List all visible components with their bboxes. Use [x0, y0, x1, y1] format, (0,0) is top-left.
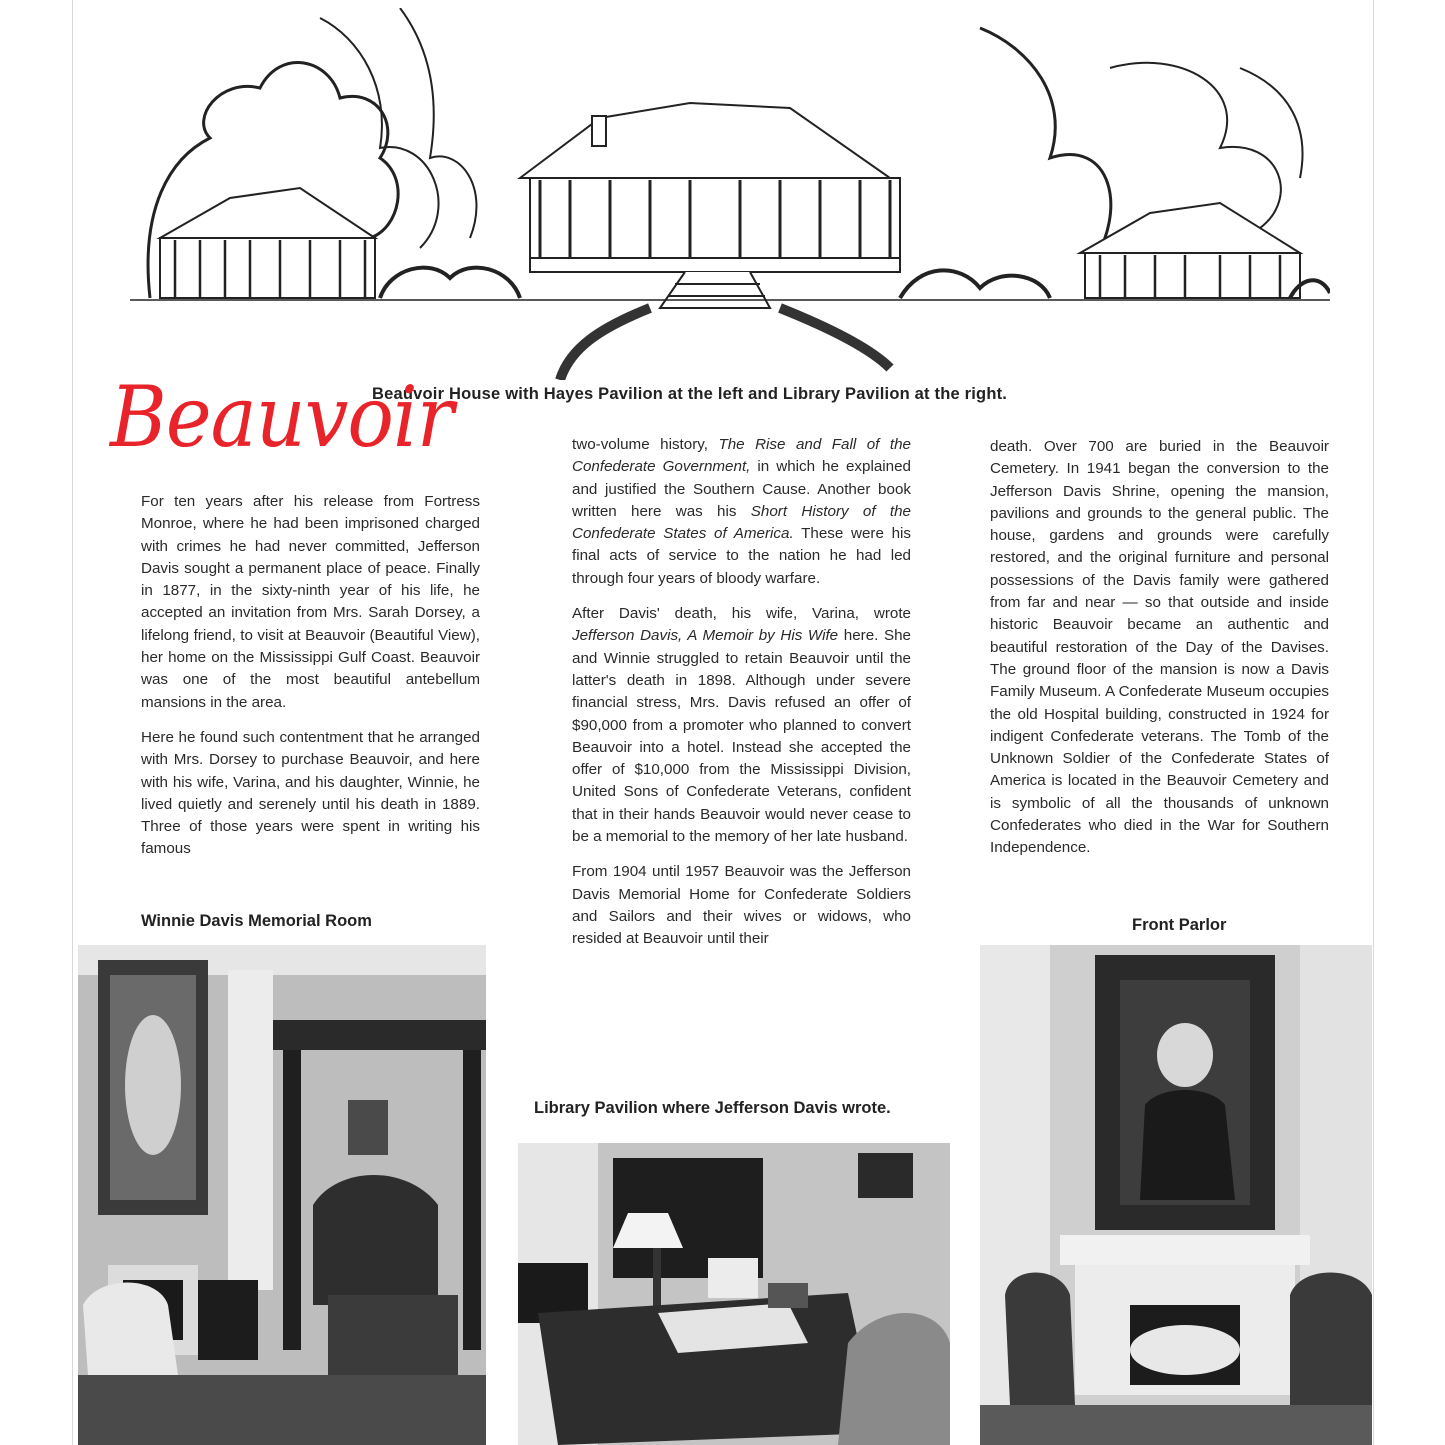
winnie-room-photo [78, 945, 486, 1445]
col1-paragraph-1: For ten years after his release from Fortress Monroe, where he had been imprisoned charged with crimes he had never committed, Jefferson Davis sought a permanent place of peace. Finally in 1877, in the sixty-ninth year of his life, he accepted an invitation from Mrs. Sarah Dorsey, a lifelong friend, to visit at Beauvoir (Beautiful View), her home on the Mississippi Gulf Coast. Beauvoir was one of the most beautiful antebellum mansions in the area. [141, 493, 480, 711]
text-column-3 [990, 436, 1329, 873]
front-parlor-photo [980, 945, 1372, 1445]
beauvoir-house-illustration [130, 8, 1330, 380]
text-column-1 [141, 491, 480, 874]
book-title-rise-and-fall: The Rise and Fall of the Confederate Government, [572, 436, 911, 476]
front-parlor-caption: Front Parlor [1132, 916, 1227, 934]
book-title-short-history: Short History of the Confederate States of America. [572, 502, 911, 543]
col2-paragraph-1: two-volume history, The Rise and Fall of the Confederate Government, in which he explained and justified the Southern Cause. Another book written here was his Short History of the Confederate States of America. These were his final acts of service to the nation he had led through four years of bloody warfare. [572, 436, 911, 587]
winnie-room-caption: Winnie Davis Memorial Room [141, 912, 372, 930]
library-pavilion-photo [518, 1143, 950, 1445]
col1-paragraph-2: Here he found such contentment that he arranged with Mrs. Dorsey to purchase Beauvoir, and here with his wife, Varina, and his daughter, Winnie, he lived quietly and serenely until his death in 1889. Three of those years were spent in writing his famous [141, 728, 480, 858]
library-pavilion-caption: Library Pavilion where Jefferson Davis wrote. [534, 1099, 891, 1117]
col2-paragraph-3: From 1904 until 1957 Beauvoir was the Jefferson Davis Memorial Home for Confederate Soldiers and Sailors and their wives or widows, who resided at Beauvoir until their [572, 863, 911, 948]
book-title-memoir: Jefferson Davis, A Memoir by His Wife [572, 627, 839, 645]
text-column-2 [572, 434, 911, 964]
col2-paragraph-2: After Davis' death, his wife, Varina, wrote Jefferson Davis, A Memoir by His Wife here. She and Winnie struggled to retain Beauvoir until the latter's death in 1898. Although under severe financial stress, Mrs. Davis refused an offer of $90,000 from a promoter who planned to convert Beauvoir into a hotel. Instead she accepted the offer of $10,000 from the Mississippi Division, United Sons of Confederate Veterans, confident that in their hands Beauvoir would never cease to be a memorial to the memory of her late husband. [572, 605, 911, 846]
illustration-caption: Beauvoir House with Hayes Pavilion at the left and Library Pavilion at the right. [372, 385, 1008, 403]
col3-paragraph-1: death. Over 700 are buried in the Beauvoir Cemetery. In 1941 began the conversion to the Jefferson Davis Shrine, opening the mansion, pavilions and grounds to the general public. The house, gardens and grounds were carefully restored, and the original furniture and personal possessions of the Davis family were gathered from far and near — so that outside and inside historic Beauvoir became an authentic and beautiful restoration of the Day of the Davises. The ground floor of the mansion is now a Davis Family Museum. A Confederate Museum occupies the old Hospital building, constructed in 1924 for indigent Confederate veterans. The Tomb of the Unknown Soldier of the Confederate States of America is located in the Beauvoir Cemetery and is symbolic of all the thousands of unknown Confederates who died in the War for Southern Independence. [990, 438, 1329, 857]
page-title: Beauvoir [110, 368, 453, 466]
